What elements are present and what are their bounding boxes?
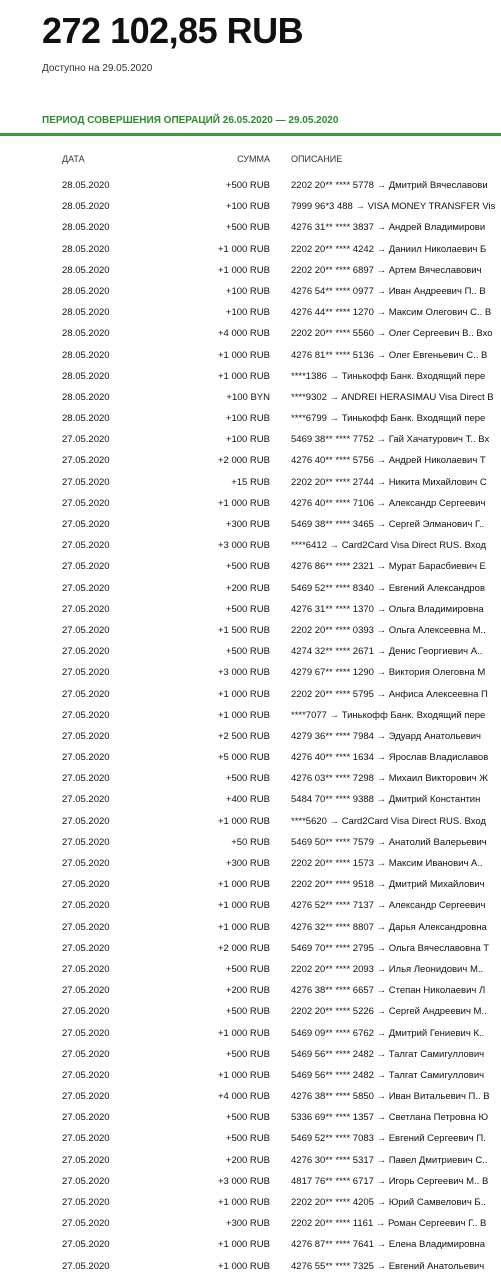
transaction-amount: +500 RUB (225, 1133, 270, 1145)
table-row[interactable] (0, 710, 501, 731)
table-row[interactable] (0, 646, 501, 667)
column-header-description: ОПИСАНИЕ (291, 154, 343, 164)
transaction-amount: +50 RUB (231, 836, 270, 848)
transaction-amount: +1 000 RUB (217, 243, 270, 255)
transaction-amount: +500 RUB (225, 180, 270, 191)
table-row[interactable] (0, 667, 501, 688)
transaction-date: 28.05.2020 (62, 370, 110, 382)
transaction-date: 27.05.2020 (62, 1154, 110, 1166)
transaction-description: 2202 20** **** 0393 → Ольга Алексеевна М.. (291, 624, 486, 636)
account-balance: 272 102,85 RUB (42, 10, 304, 51)
table-row[interactable] (0, 371, 501, 392)
transaction-description: ****1386 → Тинькофф Банк. Входящий пере (291, 370, 486, 382)
transaction-description: 4276 31** **** 1370 → Ольга Владимировна (291, 603, 484, 615)
transaction-date: 27.05.2020 (62, 1260, 110, 1272)
transactions-table (0, 180, 501, 1282)
transaction-description: 5469 38** **** 7752 → Гай Хачатурович Т.. Вх (291, 434, 490, 446)
transaction-description: 7999 96*3 488 → VISA MONEY TRANSFER Vis (291, 201, 496, 213)
table-row[interactable] (0, 477, 501, 498)
table-row[interactable] (0, 392, 501, 413)
transaction-date: 28.05.2020 (62, 285, 110, 297)
transaction-amount: +1 000 RUB (217, 264, 270, 276)
transaction-amount: +1 000 RUB (217, 1239, 270, 1251)
transaction-description: ****6799 → Тинькофф Банк. Входящий пере (291, 413, 486, 425)
transaction-description: 2202 20** **** 5226 → Сергей Андреевич М.. (291, 1006, 487, 1018)
transaction-amount: +1 000 RUB (217, 709, 270, 721)
transaction-amount: +1 500 RUB (217, 624, 270, 636)
transaction-description: 4276 52** **** 7137 → Александр Сергеевич (291, 900, 486, 912)
transaction-date: 27.05.2020 (62, 921, 110, 933)
transaction-description: 2202 20** **** 4205 → Юрий Самвелович Б.. (291, 1197, 486, 1208)
transaction-description: 4279 36** **** 7984 → Эдуард Анатольевич (291, 730, 481, 742)
transaction-amount: +3 000 RUB (217, 1175, 270, 1187)
table-row[interactable] (0, 625, 501, 646)
table-row[interactable] (0, 879, 501, 900)
transaction-description: 4276 87** **** 7641 → Елена Владимировна (291, 1239, 486, 1251)
transaction-amount: +500 RUB (225, 1112, 270, 1124)
transaction-description: 5469 52** **** 8340 → Евгений Александров (291, 582, 485, 594)
period-heading: ПЕРИОД СОВЕРШЕНИЯ ОПЕРАЦИЙ 26.05.2020 — 29.05.2020 (42, 115, 339, 126)
transaction-description: 4276 32** **** 8807 → Дарья Александровна (291, 921, 487, 933)
table-row[interactable] (0, 964, 501, 985)
transaction-date: 27.05.2020 (62, 773, 110, 785)
transaction-description: 2202 20** **** 5795 → Анфиса Алексеевна П (291, 688, 488, 700)
table-row[interactable] (0, 350, 501, 371)
table-row[interactable] (0, 1218, 501, 1239)
transaction-amount: +1 000 RUB (217, 370, 270, 382)
transaction-amount: +2 000 RUB (217, 942, 270, 954)
transaction-description: 4276 44** **** 1270 → Максим Олегович С.. В (291, 307, 492, 319)
transaction-amount: +1 000 RUB (217, 900, 270, 912)
table-row[interactable] (0, 519, 501, 540)
transaction-description: 4276 81** **** 5136 → Олег Евгеньевич С.. В (291, 349, 488, 361)
transaction-date: 27.05.2020 (62, 1239, 110, 1251)
table-row[interactable] (0, 180, 501, 201)
transaction-amount: +500 RUB (225, 646, 270, 658)
transaction-date: 27.05.2020 (62, 1027, 110, 1039)
table-row[interactable] (0, 731, 501, 752)
transaction-description: 4279 67** **** 1290 → Виктория Олеговна М (291, 667, 486, 679)
transaction-amount: +1 000 RUB (217, 497, 270, 509)
transaction-amount: +500 RUB (225, 561, 270, 573)
transaction-date: 27.05.2020 (62, 540, 110, 552)
transaction-description: 2202 20** **** 2093 → Илья Леонидович М.. (291, 963, 484, 975)
transaction-description: ****6412 → Card2Card Visa Direct RUS. Вход (291, 540, 487, 552)
table-row[interactable] (0, 1197, 501, 1218)
transaction-date: 27.05.2020 (62, 985, 110, 997)
transaction-amount: +2 500 RUB (217, 730, 270, 742)
transaction-date: 27.05.2020 (62, 963, 110, 975)
transaction-date: 27.05.2020 (62, 646, 110, 658)
transaction-date: 27.05.2020 (62, 455, 110, 467)
transaction-description: 4276 40** **** 7106 → Александр Сергеевич (291, 497, 486, 509)
transaction-amount: +500 RUB (225, 1006, 270, 1018)
transaction-date: 27.05.2020 (62, 730, 110, 742)
table-row[interactable] (0, 498, 501, 519)
transaction-date: 28.05.2020 (62, 391, 110, 403)
table-row[interactable] (0, 540, 501, 561)
transaction-description: ****5620 → Card2Card Visa Direct RUS. Вход (291, 815, 487, 827)
table-row[interactable] (0, 1155, 501, 1176)
transaction-date: 28.05.2020 (62, 201, 110, 213)
transaction-date: 27.05.2020 (62, 561, 110, 573)
transaction-amount: +300 RUB (225, 858, 270, 869)
table-row[interactable] (0, 413, 501, 434)
transaction-date: 27.05.2020 (62, 434, 110, 446)
table-row[interactable] (0, 1028, 501, 1049)
transaction-description: ****7077 → Тинькофф Банк. Входящий пере (291, 709, 486, 721)
transaction-amount: +3 000 RUB (217, 540, 270, 552)
transaction-date: 27.05.2020 (62, 688, 110, 700)
table-row[interactable] (0, 773, 501, 794)
table-row[interactable] (0, 1261, 501, 1282)
transaction-description: 5469 70** **** 2795 → Ольга Вячеславовна Т (291, 942, 490, 954)
transaction-description: 2202 20** **** 5560 → Олег Сергеевич В.. Вхо (291, 328, 493, 340)
table-row[interactable] (0, 583, 501, 604)
table-row[interactable] (0, 689, 501, 710)
transaction-date: 27.05.2020 (62, 752, 110, 764)
table-row[interactable] (0, 900, 501, 921)
transaction-date: 27.05.2020 (62, 1006, 110, 1018)
transaction-description: 4276 31** **** 3837 → Андрей Владимирови (291, 222, 486, 234)
transaction-date: 27.05.2020 (62, 1175, 110, 1187)
transaction-description: 4276 38** **** 6657 → Степан Николаевич Л (291, 985, 486, 997)
transaction-date: 27.05.2020 (62, 1069, 110, 1081)
table-row[interactable] (0, 455, 501, 476)
available-date-note: Доступно на 29.05.2020 (42, 63, 153, 74)
transaction-amount: +1 000 RUB (217, 1069, 270, 1081)
transaction-amount: +3 000 RUB (217, 667, 270, 679)
transaction-description: 4276 03** **** 7298 → Михаил Викторович Ж (291, 773, 489, 785)
transaction-description: 2202 20** **** 1161 → Роман Сергеевич Г.. В (291, 1218, 487, 1230)
transaction-description: ****9302 → ANDREI HERASIMAU Visa Direct B (291, 391, 494, 403)
table-row[interactable] (0, 222, 501, 243)
transaction-description: 2202 20** **** 5778 → Дмитрий Вячеславови (291, 180, 488, 191)
transaction-description: 2202 20** **** 1573 → Максим Иванович А.. (291, 858, 483, 869)
table-row[interactable] (0, 1049, 501, 1070)
transaction-date: 27.05.2020 (62, 942, 110, 954)
table-row[interactable] (0, 1133, 501, 1154)
transaction-amount: +1 000 RUB (217, 1027, 270, 1039)
transaction-amount: +200 RUB (225, 1154, 270, 1166)
transaction-amount: +300 RUB (225, 1218, 270, 1230)
transaction-description: 5469 56** **** 2482 → Талгат Самигуллович (291, 1048, 485, 1060)
period-divider (0, 133, 501, 136)
transaction-description: 5469 38** **** 3465 → Сергей Элманович Г.. (291, 519, 485, 530)
transaction-description: 4274 32** **** 2671 → Денис Георгиевич А.. (291, 646, 483, 658)
table-row[interactable] (0, 307, 501, 328)
transaction-description: 5469 50** **** 7579 → Анатолий Валерьевич (291, 836, 487, 848)
transaction-description: 2202 20** **** 2744 → Никита Михайлович С (291, 476, 487, 488)
table-row[interactable] (0, 1112, 501, 1133)
transaction-amount: +500 RUB (225, 1048, 270, 1060)
transaction-date: 28.05.2020 (62, 307, 110, 319)
transaction-amount: +400 RUB (225, 794, 270, 806)
table-row[interactable] (0, 837, 501, 858)
transaction-date: 28.05.2020 (62, 413, 110, 425)
table-row[interactable] (0, 922, 501, 943)
transaction-date: 27.05.2020 (62, 667, 110, 679)
transaction-amount: +100 RUB (225, 307, 270, 319)
table-row[interactable] (0, 985, 501, 1006)
table-row[interactable] (0, 858, 501, 879)
transaction-description: 2202 20** **** 6897 → Артем Вячеславович (291, 264, 482, 276)
table-row[interactable] (0, 604, 501, 625)
table-row[interactable] (0, 1070, 501, 1091)
transaction-amount: +2 000 RUB (217, 455, 270, 467)
transaction-description: 4276 54** **** 0977 → Иван Андреевич П.. В (291, 285, 486, 297)
table-row[interactable] (0, 1176, 501, 1197)
transaction-date: 27.05.2020 (62, 519, 110, 530)
transaction-amount: +1 000 RUB (217, 1260, 270, 1272)
table-row[interactable] (0, 943, 501, 964)
table-row[interactable] (0, 286, 501, 307)
transaction-date: 27.05.2020 (62, 476, 110, 488)
transaction-amount: +15 RUB (231, 476, 270, 488)
column-header-amount: СУММА (237, 154, 270, 164)
transaction-amount: +200 RUB (225, 582, 270, 594)
transaction-amount: +1 000 RUB (217, 349, 270, 361)
transaction-amount: +100 RUB (225, 434, 270, 446)
transaction-amount: +1 000 RUB (217, 879, 270, 891)
transaction-date: 27.05.2020 (62, 836, 110, 848)
transaction-date: 27.05.2020 (62, 879, 110, 891)
transaction-description: 5484 70** **** 9388 → Дмитрий Константин (291, 794, 481, 806)
table-header (0, 154, 501, 168)
transaction-description: 5469 09** **** 6762 → Дмитрий Гениевич К.. (291, 1027, 485, 1039)
transaction-amount: +1 000 RUB (217, 688, 270, 700)
transaction-amount: +1 000 RUB (217, 815, 270, 827)
column-header-date: ДАТА (62, 154, 85, 164)
transaction-amount: +300 RUB (225, 519, 270, 530)
transaction-description: 5469 56** **** 2482 → Талгат Самигуллович (291, 1069, 485, 1081)
transaction-date: 27.05.2020 (62, 1133, 110, 1145)
table-row[interactable] (0, 201, 501, 222)
transaction-amount: +100 BYN (226, 391, 270, 403)
table-row[interactable] (0, 794, 501, 815)
transaction-date: 27.05.2020 (62, 1112, 110, 1124)
transaction-description: 5469 52** **** 7083 → Евгений Сергеевич П. (291, 1133, 486, 1145)
transaction-description: 4276 38** **** 5850 → Иван Витальевич П.. В (291, 1091, 490, 1103)
transaction-amount: +500 RUB (225, 963, 270, 975)
transaction-amount: +1 000 RUB (217, 1197, 270, 1208)
transaction-date: 27.05.2020 (62, 1218, 110, 1230)
table-row[interactable] (0, 244, 501, 265)
table-row[interactable] (0, 434, 501, 455)
table-row[interactable] (0, 1239, 501, 1260)
transaction-amount: +500 RUB (225, 603, 270, 615)
transaction-date: 27.05.2020 (62, 1048, 110, 1060)
transaction-date: 28.05.2020 (62, 243, 110, 255)
transaction-amount: +100 RUB (225, 413, 270, 425)
transaction-date: 28.05.2020 (62, 180, 110, 191)
transaction-date: 28.05.2020 (62, 328, 110, 340)
transaction-description: 4276 86** **** 2321 → Мурат Барасбиевич Е (291, 561, 486, 573)
transaction-date: 27.05.2020 (62, 709, 110, 721)
transaction-date: 28.05.2020 (62, 349, 110, 361)
transaction-date: 27.05.2020 (62, 582, 110, 594)
transaction-date: 27.05.2020 (62, 1197, 110, 1208)
transaction-date: 28.05.2020 (62, 264, 110, 276)
table-row[interactable] (0, 1091, 501, 1112)
table-row[interactable] (0, 328, 501, 349)
transaction-description: 4276 30** **** 5317 → Павел Дмитриевич С.. (291, 1154, 488, 1166)
transaction-date: 27.05.2020 (62, 815, 110, 827)
transaction-description: 5336 69** **** 1357 → Светлана Петровна Ю (291, 1112, 489, 1124)
transaction-date: 27.05.2020 (62, 624, 110, 636)
table-row[interactable] (0, 561, 501, 582)
transaction-amount: +1 000 RUB (217, 921, 270, 933)
table-row[interactable] (0, 1006, 501, 1027)
transaction-amount: +4 000 RUB (217, 328, 270, 340)
transaction-description: 4276 40** **** 5756 → Андрей Николаевич Т (291, 455, 486, 467)
transaction-amount: +200 RUB (225, 985, 270, 997)
table-row[interactable] (0, 752, 501, 773)
table-row[interactable] (0, 816, 501, 837)
transaction-date: 27.05.2020 (62, 794, 110, 806)
transaction-amount: +500 RUB (225, 222, 270, 234)
transaction-amount: +5 000 RUB (217, 752, 270, 764)
transaction-description: 4276 40** **** 1634 → Ярослав Владиславов (291, 752, 489, 764)
transaction-date: 28.05.2020 (62, 222, 110, 234)
transaction-amount: +100 RUB (225, 285, 270, 297)
transaction-amount: +100 RUB (225, 201, 270, 213)
transaction-date: 27.05.2020 (62, 900, 110, 912)
transaction-date: 27.05.2020 (62, 1091, 110, 1103)
transaction-description: 2202 20** **** 4242 → Даниил Николаевич Б (291, 243, 487, 255)
transaction-date: 27.05.2020 (62, 858, 110, 869)
transaction-description: 2202 20** **** 9518 → Дмитрий Михайлович (291, 879, 485, 891)
transaction-amount: +4 000 RUB (217, 1091, 270, 1103)
table-row[interactable] (0, 265, 501, 286)
transaction-description: 4817 76** **** 6717 → Игорь Сергеевич М.. В (291, 1175, 489, 1187)
transaction-description: 4276 55** **** 7325 → Евгений Анатольевич (291, 1260, 485, 1272)
transaction-date: 27.05.2020 (62, 603, 110, 615)
transaction-amount: +500 RUB (225, 773, 270, 785)
transaction-date: 27.05.2020 (62, 497, 110, 509)
